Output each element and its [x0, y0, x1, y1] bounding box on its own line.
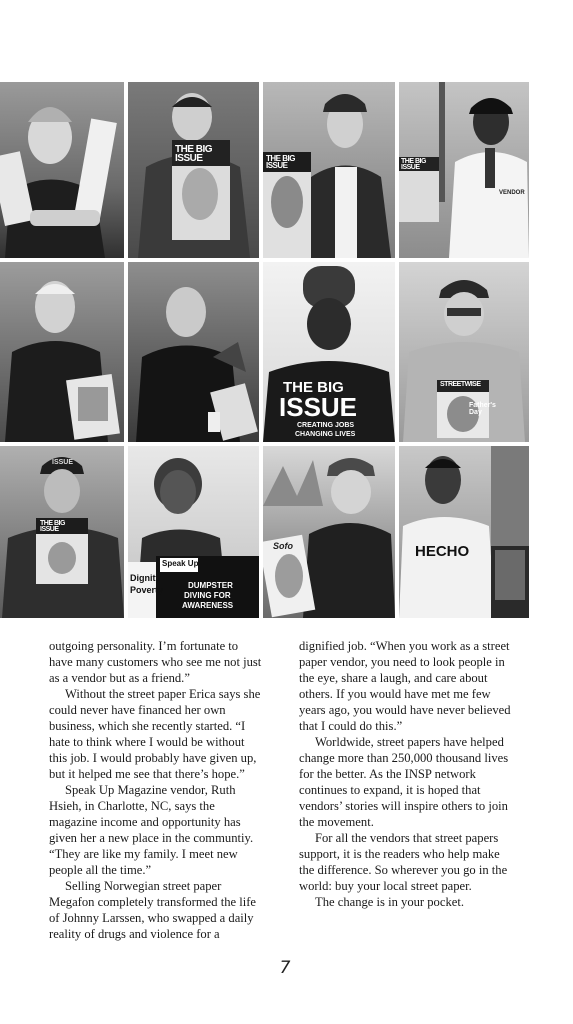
- magazine-masthead: THE BIG ISSUE: [175, 144, 213, 164]
- paragraph: Without the street paper Erica says she could never have financed her own business, which she recently started. “I hate to think where I would be without this job. I would probably have given up, but it helped me see that there’s hope.”: [49, 687, 261, 781]
- magazine-masthead: THE BIG ISSUE: [401, 158, 426, 172]
- article-column-right: [299, 638, 514, 910]
- sign-text-5: DIVING FOR: [184, 591, 231, 600]
- vendor-photo-1: [0, 82, 124, 258]
- sign-text-1: Dignity: [130, 573, 161, 583]
- magazine-masthead: THE BIG ISSUE: [266, 154, 295, 171]
- shirt-text: HECHO: [415, 543, 470, 560]
- paragraph: Speak Up Magazine vendor, Ruth Hsieh, in Charlotte, NC, says the magazine income and opportunity has given her a new place in the communtiy. “They are like my family. I meet new people all the time.”: [49, 783, 254, 877]
- vendor-photo-8: [399, 262, 529, 442]
- vendor-photo-10: [128, 446, 259, 618]
- vendor-photo-12: [399, 446, 529, 618]
- magazine-masthead: STREETWISE: [440, 381, 481, 388]
- paragraph: outgoing personality. I’m fortunate to have many customers who see me not just as a vendor but as a friend.”: [49, 639, 262, 685]
- sign-text-4: DUMPSTER: [188, 581, 233, 590]
- page-number: 7: [279, 958, 291, 978]
- vendor-photo-5: [0, 262, 124, 442]
- magazine-masthead: THE BIG ISSUE: [40, 520, 65, 534]
- vendor-photo-9: [0, 446, 124, 618]
- shirt-text-line4: CHANGING LIVES: [295, 431, 356, 438]
- vendor-tag: VENDOR: [499, 190, 525, 196]
- paragraph: The change is in your pocket.: [315, 895, 464, 909]
- vendor-photo-4: [399, 82, 529, 258]
- article-column-left: [49, 638, 264, 942]
- vendor-photo-7: [263, 262, 395, 442]
- paragraph: Selling Norwegian street paper Megafon completely transformed the life of Johnny Larssen, who swapped a daily reality of drugs and violence for a: [49, 879, 257, 941]
- vendor-photo-6: [128, 262, 259, 442]
- magazine-masthead: Sofo: [273, 541, 293, 551]
- paragraph: Worldwide, street papers have helped change more than 250,000 thousand lives for the better. As the INSP network continues to expand, it is hoped that vendors’ stories will inspire others to join the movement.: [299, 735, 509, 829]
- vendor-photo-grid: [0, 82, 525, 618]
- vendor-photo-11: [263, 446, 395, 618]
- cap-text: ISSUE: [52, 459, 74, 466]
- paragraph: dignified job. “When you work as a street paper vendor, you need to look people in the eye, share a laugh, and care about others. If you would have met me few years ago, you would have never believed that I could do this.”: [299, 639, 511, 733]
- sign-text-2: Poverty: [130, 585, 164, 595]
- vendor-photo-3: [263, 82, 395, 258]
- sign-text-6: AWARENESS: [182, 601, 234, 610]
- shirt-text-line2: ISSUE: [279, 392, 358, 422]
- magazine-cover-line: Father's Day: [469, 402, 496, 417]
- sign-text-3: Speak Up: [162, 559, 199, 568]
- shirt-text-line1: THE BIG: [283, 379, 344, 396]
- shirt-text-line3: CREATING JOBS: [297, 422, 355, 429]
- vendor-photo-2: [128, 82, 259, 258]
- paragraph: For all the vendors that street papers support, it is the readers who help make the difference. So wherever you go in the world: buy your local street paper.: [299, 831, 508, 893]
